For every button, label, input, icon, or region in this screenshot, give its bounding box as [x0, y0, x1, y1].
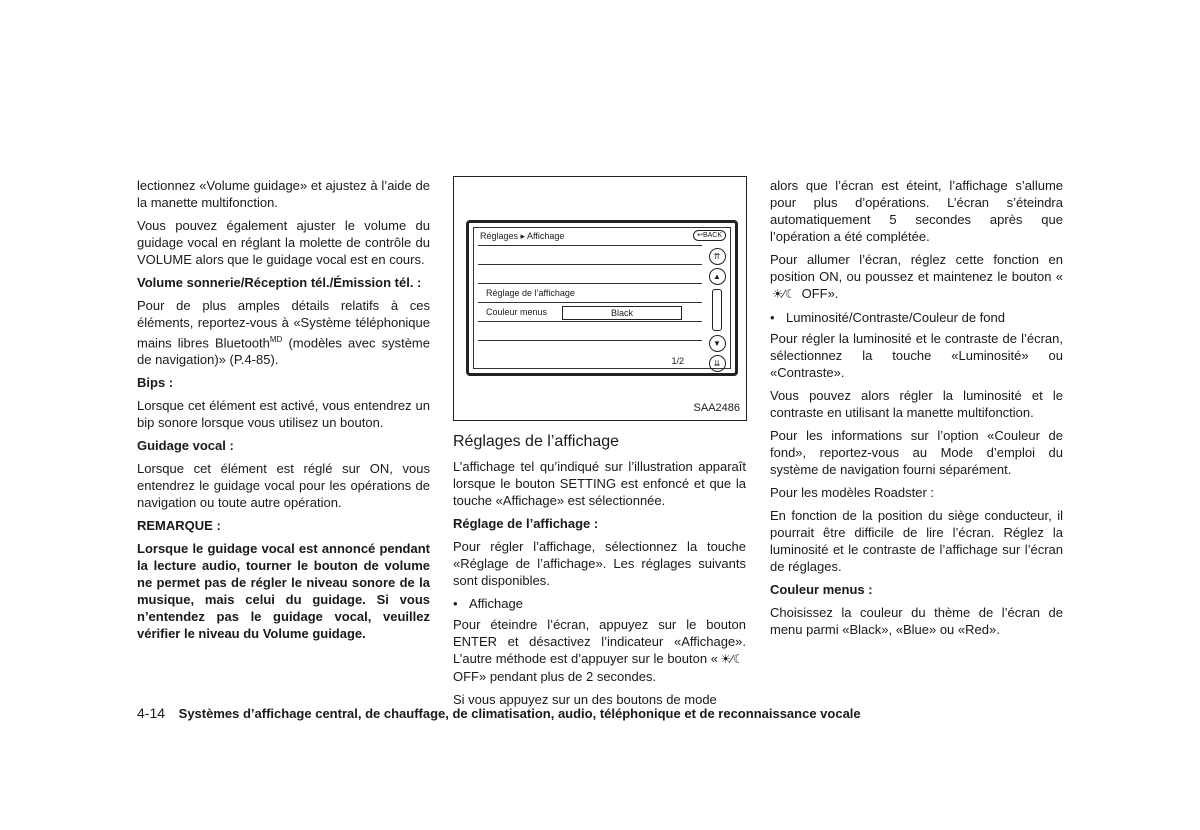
paragraph: Lorsque cet élément est activé, vous entendrez un bip sonore lorsque vous utilisez un bouton.	[137, 398, 430, 431]
back-arrow-icon: ↩	[697, 232, 703, 239]
page-footer	[137, 705, 861, 721]
heading-couleur-menus: Couleur menus :	[770, 582, 873, 597]
paragraph: Pour de plus amples détails relatifs à ces éléments, reportez-vous à «Système téléphonique mains libres Bluetooth$^{MD}$ (modèles avec système de navigation)» (P.4-85).	[137, 298, 430, 368]
back-button[interactable]: ↩BACK	[693, 230, 726, 241]
heading-remarque: REMARQUE :	[137, 518, 221, 534]
menu-row-empty	[478, 265, 702, 284]
menu-list	[478, 245, 702, 353]
paragraph: Vous pouvez également ajuster le volume du guidage vocal en réglant la molette de contrôle du VOLUME alors que le guidage vocal est en cours.	[137, 218, 430, 267]
page-up-icon[interactable]: ⇈	[709, 248, 726, 265]
page-indicator: 1/2	[671, 356, 684, 366]
column-middle	[453, 432, 746, 714]
paragraph: Si vous appuyez sur un des boutons de mode	[453, 692, 717, 707]
paragraph: En fonction de la position du siège conducteur, il pourrait être difficile de lire l’écran. Réglez la luminosité et le contraste de l’affichage sur l’écran de réglages.	[770, 508, 1063, 574]
paragraph: Pour régler la luminosité et le contraste de l’écran, sélectionnez la touche «Luminosité» ou «Contraste».	[770, 331, 1063, 380]
menu-row-couleur-menus[interactable]: Couleur menus Black	[478, 303, 702, 322]
scroll-controls	[708, 248, 726, 368]
screen-bezel	[466, 220, 738, 376]
scrollbar[interactable]	[712, 289, 722, 331]
bullet-icon: •	[770, 310, 775, 325]
screen-display	[473, 227, 731, 369]
page-number: 4-14	[137, 705, 166, 721]
paragraph: alors que l’écran est éteint, l’affichage s’allume pour plus d’opérations. L’écran s’éteindra automatiquement 5 secondes après que l’opération a été complétée.	[770, 178, 1063, 244]
paragraph: Pour les informations sur l’option «Couleur de fond», reportez-vous au Mode d’emploi du système de navigation fourni séparément.	[770, 428, 1063, 477]
couleur-value-box[interactable]: Black	[562, 306, 682, 320]
scroll-up-icon[interactable]: ▲	[709, 268, 726, 285]
menu-row-reglage-affichage[interactable]: Réglage de l’affichage	[478, 284, 702, 303]
heading-guidage-vocal: Guidage vocal :	[137, 438, 234, 454]
sun-moon-icon: ☀∕☾	[720, 652, 744, 666]
heading-reglage-affichage: Réglage de l’affichage :	[453, 516, 599, 531]
bullet-icon: •	[453, 596, 458, 611]
section-title: Réglages de l’affichage	[453, 433, 620, 450]
paragraph: lectionnez «Volume guidage» et ajustez à l’aide de la manette multifonction.	[137, 178, 430, 210]
footer-title: Systèmes d’affichage central, de chauffage, de climatisation, audio, téléphonique et de reconnaissance vocale	[178, 706, 861, 721]
scroll-down-icon[interactable]: ▼	[709, 335, 726, 352]
paragraph: L’affichage tel qu’indiqué sur l’illustration apparaît lorsque le bouton SETTING est enfoncé et que la touche «Affichage» est sélectionnée.	[453, 459, 746, 508]
bullet-affichage: • Affichage	[453, 596, 523, 611]
settings-screen-figure	[453, 176, 747, 421]
paragraph: Choisissez la couleur du thème de l’écran de menu parmi «Black», «Blue» ou «Red».	[770, 605, 1063, 637]
figure-code: SAA2486	[693, 402, 740, 414]
paragraph: Pour éteindre l’écran, appuyez sur le bouton ENTER et désactivez l’indicateur «Affichage». L’autre méthode est d’appuyer sur le bouton « ☀∕☾ OFF» pendant plus de 2 secondes.	[453, 617, 746, 684]
breadcrumb: Réglages ▸ Affichage	[480, 231, 565, 241]
page-down-icon[interactable]: ⇊	[709, 355, 726, 372]
paragraph: Pour les modèles Roadster :	[770, 485, 935, 500]
menu-row-empty	[478, 322, 702, 341]
menu-row-empty	[478, 245, 702, 265]
column-left	[137, 177, 430, 648]
paragraph: Lorsque cet élément est réglé sur ON, vous entendrez le guidage vocal pour les opérations de navigation ou toute autre opération.	[137, 461, 430, 511]
heading-bips: Bips :	[137, 375, 174, 391]
note-text: Lorsque le guidage vocal est annoncé pendant la lecture audio, tourner le bouton de volume ne permet pas de régler le niveau sonore de la musique, mais celui du guidage. Si vous n’entendez pas le guidage vocal, veuillez vérifier le niveau du Volume guidage.	[137, 541, 430, 642]
paragraph: Pour régler l’affichage, sélectionnez la touche «Réglage de l’affichage». Les réglages suivants sont disponibles.	[453, 539, 746, 588]
paragraph: Pour allumer l’écran, réglez cette fonction en position ON, ou poussez et maintenez le bouton «☀∕☾ OFF».	[770, 252, 1063, 301]
heading-volume-sonnerie: Volume sonnerie/Réception tél./Émission tél. :	[137, 275, 422, 290]
paragraph: Vous pouvez alors régler la luminosité et le contraste en utilisant la manette multifonction.	[770, 388, 1063, 420]
sun-moon-icon: ☀∕☾	[772, 287, 796, 301]
bullet-luminosite: • Luminosité/Contraste/Couleur de fond	[770, 310, 1005, 325]
column-right	[770, 177, 1063, 644]
